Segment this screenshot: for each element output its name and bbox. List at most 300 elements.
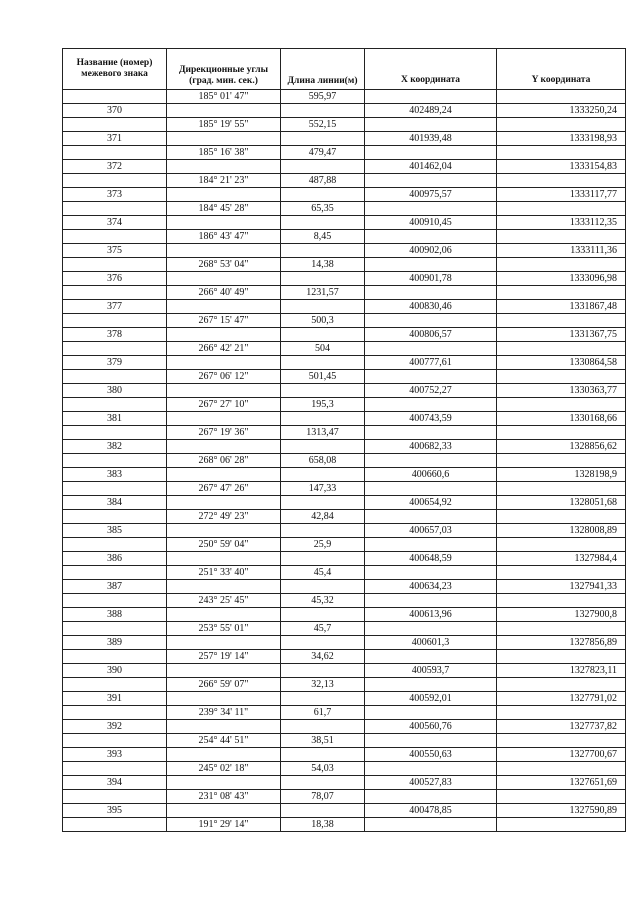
cell-y-coordinate — [497, 426, 626, 440]
cell-line-length — [281, 748, 365, 762]
cell-y-coordinate: 1333117,77 — [497, 188, 626, 202]
cell-line-length — [281, 356, 365, 370]
cell-x-coordinate — [365, 118, 497, 132]
cell-x-coordinate — [365, 314, 497, 328]
table-row — [63, 496, 626, 510]
cell-direction-angle — [167, 748, 281, 762]
cell-x-coordinate — [365, 146, 497, 160]
cell-marker-name — [63, 426, 167, 440]
cell-y-coordinate: 1327590,89 — [497, 804, 626, 818]
cell-direction-angle: 266° 59' 07" — [167, 678, 281, 692]
cell-marker-name: 378 — [63, 328, 167, 342]
cell-y-coordinate — [497, 342, 626, 356]
table-row — [63, 706, 626, 720]
cell-marker-name: 370 — [63, 104, 167, 118]
cell-x-coordinate: 400613,96 — [365, 608, 497, 622]
cell-line-length — [281, 664, 365, 678]
cell-y-coordinate: 1327984,4 — [497, 552, 626, 566]
cell-x-coordinate: 401462,04 — [365, 160, 497, 174]
table-row — [63, 286, 626, 300]
cell-x-coordinate: 400901,78 — [365, 272, 497, 286]
cell-x-coordinate: 400527,83 — [365, 776, 497, 790]
cell-y-coordinate: 1328008,89 — [497, 524, 626, 538]
cell-line-length: 658,08 — [281, 454, 365, 468]
cell-marker-name: 392 — [63, 720, 167, 734]
cell-y-coordinate: 1327856,89 — [497, 636, 626, 650]
cell-x-coordinate: 400752,27 — [365, 384, 497, 398]
cell-direction-angle: 267° 27' 10" — [167, 398, 281, 412]
cell-y-coordinate: 1327791,02 — [497, 692, 626, 706]
cell-line-length: 147,33 — [281, 482, 365, 496]
cell-line-length: 504 — [281, 342, 365, 356]
cell-line-length — [281, 608, 365, 622]
cell-marker-name — [63, 566, 167, 580]
table-row — [63, 776, 626, 790]
table-row — [63, 482, 626, 496]
cell-y-coordinate: 1333111,36 — [497, 244, 626, 258]
cell-direction-angle: 245° 02' 18" — [167, 762, 281, 776]
cell-y-coordinate — [497, 706, 626, 720]
cell-y-coordinate — [497, 622, 626, 636]
cell-x-coordinate — [365, 202, 497, 216]
cell-line-length — [281, 244, 365, 258]
cell-x-coordinate: 400902,06 — [365, 244, 497, 258]
cell-y-coordinate: 1327737,82 — [497, 720, 626, 734]
cell-marker-name — [63, 790, 167, 804]
cell-x-coordinate: 400806,57 — [365, 328, 497, 342]
cell-y-coordinate: 1327823,11 — [497, 664, 626, 678]
cell-y-coordinate — [497, 146, 626, 160]
table-row — [63, 748, 626, 762]
table-row — [63, 118, 626, 132]
cell-y-coordinate — [497, 174, 626, 188]
cell-marker-name: 388 — [63, 608, 167, 622]
cell-marker-name — [63, 482, 167, 496]
cell-x-coordinate: 400910,45 — [365, 216, 497, 230]
cell-x-coordinate — [365, 706, 497, 720]
table-row — [63, 594, 626, 608]
cell-line-length — [281, 104, 365, 118]
cell-x-coordinate — [365, 398, 497, 412]
cell-direction-angle: 231° 08' 43" — [167, 790, 281, 804]
cell-direction-angle: 268° 53' 04" — [167, 258, 281, 272]
cell-y-coordinate — [497, 818, 626, 832]
cell-y-coordinate — [497, 510, 626, 524]
cell-x-coordinate — [365, 510, 497, 524]
table-row — [63, 552, 626, 566]
cell-direction-angle — [167, 300, 281, 314]
table-row — [63, 90, 626, 104]
cell-line-length: 8,45 — [281, 230, 365, 244]
cell-x-coordinate: 400654,92 — [365, 496, 497, 510]
cell-line-length — [281, 552, 365, 566]
cell-line-length: 552,15 — [281, 118, 365, 132]
cell-x-coordinate — [365, 566, 497, 580]
table-row — [63, 720, 626, 734]
cell-line-length: 501,45 — [281, 370, 365, 384]
cell-direction-angle — [167, 244, 281, 258]
cell-x-coordinate: 400478,85 — [365, 804, 497, 818]
cell-line-length: 487,88 — [281, 174, 365, 188]
cell-x-coordinate: 400682,33 — [365, 440, 497, 454]
cell-direction-angle — [167, 468, 281, 482]
cell-direction-angle — [167, 692, 281, 706]
cell-x-coordinate — [365, 734, 497, 748]
cell-y-coordinate: 1330864,58 — [497, 356, 626, 370]
cell-y-coordinate: 1327651,69 — [497, 776, 626, 790]
cell-marker-name: 372 — [63, 160, 167, 174]
cell-y-coordinate — [497, 454, 626, 468]
cell-line-length — [281, 636, 365, 650]
table-row — [63, 146, 626, 160]
cell-marker-name — [63, 314, 167, 328]
cell-marker-name: 393 — [63, 748, 167, 762]
table-row — [63, 622, 626, 636]
cell-direction-angle: 184° 45' 28" — [167, 202, 281, 216]
cell-x-coordinate — [365, 370, 497, 384]
cell-direction-angle: 266° 42' 21" — [167, 342, 281, 356]
cell-marker-name — [63, 706, 167, 720]
cell-marker-name: 384 — [63, 496, 167, 510]
cell-x-coordinate: 400592,01 — [365, 692, 497, 706]
cell-direction-angle: 185° 01' 47" — [167, 90, 281, 104]
cell-direction-angle — [167, 664, 281, 678]
table-row — [63, 398, 626, 412]
cell-y-coordinate — [497, 314, 626, 328]
cell-marker-name: 389 — [63, 636, 167, 650]
cell-marker-name — [63, 454, 167, 468]
cell-x-coordinate — [365, 258, 497, 272]
cell-marker-name — [63, 818, 167, 832]
cell-direction-angle: 184° 21' 23" — [167, 174, 281, 188]
cell-direction-angle — [167, 524, 281, 538]
table-row — [63, 202, 626, 216]
table-row — [63, 384, 626, 398]
cell-y-coordinate — [497, 734, 626, 748]
cell-direction-angle: 243° 25' 45" — [167, 594, 281, 608]
cell-y-coordinate: 1331367,75 — [497, 328, 626, 342]
cell-direction-angle: 251° 33' 40" — [167, 566, 281, 580]
cell-marker-name: 386 — [63, 552, 167, 566]
table-row — [63, 510, 626, 524]
cell-direction-angle: 257° 19' 14" — [167, 650, 281, 664]
cell-line-length — [281, 328, 365, 342]
cell-marker-name: 385 — [63, 524, 167, 538]
cell-y-coordinate: 1327700,67 — [497, 748, 626, 762]
cell-marker-name: 395 — [63, 804, 167, 818]
cell-x-coordinate — [365, 678, 497, 692]
cell-y-coordinate: 1333112,35 — [497, 216, 626, 230]
table-row — [63, 314, 626, 328]
cell-line-length: 54,03 — [281, 762, 365, 776]
table-row — [63, 104, 626, 118]
cell-y-coordinate — [497, 286, 626, 300]
table-row — [63, 636, 626, 650]
cell-x-coordinate: 400550,63 — [365, 748, 497, 762]
cell-marker-name: 377 — [63, 300, 167, 314]
cell-marker-name: 371 — [63, 132, 167, 146]
cell-x-coordinate — [365, 622, 497, 636]
cell-line-length — [281, 188, 365, 202]
cell-marker-name: 376 — [63, 272, 167, 286]
cell-marker-name — [63, 202, 167, 216]
table-row — [63, 272, 626, 286]
cell-line-length: 14,38 — [281, 258, 365, 272]
cell-line-length — [281, 132, 365, 146]
cell-direction-angle: 191° 29' 14" — [167, 818, 281, 832]
table-row — [63, 454, 626, 468]
cell-marker-name — [63, 762, 167, 776]
cell-marker-name: 394 — [63, 776, 167, 790]
cell-y-coordinate: 1331867,48 — [497, 300, 626, 314]
cell-line-length — [281, 216, 365, 230]
cell-x-coordinate: 400777,61 — [365, 356, 497, 370]
cell-marker-name — [63, 230, 167, 244]
table-row — [63, 174, 626, 188]
cell-x-coordinate — [365, 90, 497, 104]
cell-y-coordinate: 1327900,8 — [497, 608, 626, 622]
cell-line-length: 45,32 — [281, 594, 365, 608]
cell-x-coordinate: 400975,57 — [365, 188, 497, 202]
cell-y-coordinate: 1330363,77 — [497, 384, 626, 398]
cell-x-coordinate: 400830,46 — [365, 300, 497, 314]
cell-line-length — [281, 160, 365, 174]
cell-line-length: 1313,47 — [281, 426, 365, 440]
cell-line-length — [281, 580, 365, 594]
header-line-length: Длина линии(м) — [281, 49, 365, 90]
cell-y-coordinate — [497, 650, 626, 664]
cell-direction-angle — [167, 608, 281, 622]
table-row — [63, 342, 626, 356]
cell-direction-angle: 272° 49' 23" — [167, 510, 281, 524]
cell-line-length — [281, 720, 365, 734]
cell-marker-name — [63, 510, 167, 524]
cell-direction-angle — [167, 132, 281, 146]
cell-x-coordinate — [365, 790, 497, 804]
cell-line-length: 500,3 — [281, 314, 365, 328]
cell-marker-name: 387 — [63, 580, 167, 594]
cell-line-length: 61,7 — [281, 706, 365, 720]
cell-direction-angle — [167, 580, 281, 594]
table-row — [63, 804, 626, 818]
cell-marker-name: 383 — [63, 468, 167, 482]
header-x-coordinate: X координата — [365, 49, 497, 90]
cell-line-length — [281, 524, 365, 538]
table-row — [63, 468, 626, 482]
cell-line-length — [281, 804, 365, 818]
cell-y-coordinate — [497, 398, 626, 412]
header-y-coordinate: Y координата — [497, 49, 626, 90]
cell-marker-name — [63, 594, 167, 608]
cell-x-coordinate: 400634,23 — [365, 580, 497, 594]
cell-y-coordinate: 1328198,9 — [497, 468, 626, 482]
cell-direction-angle — [167, 552, 281, 566]
cell-marker-name: 374 — [63, 216, 167, 230]
cell-direction-angle: 268° 06' 28" — [167, 454, 281, 468]
cell-direction-angle: 186° 43' 47" — [167, 230, 281, 244]
cell-direction-angle: 267° 15' 47" — [167, 314, 281, 328]
table-row — [63, 608, 626, 622]
cell-x-coordinate — [365, 454, 497, 468]
table-header-row — [63, 49, 626, 90]
boundary-coordinates-table — [62, 48, 626, 832]
cell-marker-name: 373 — [63, 188, 167, 202]
cell-marker-name — [63, 286, 167, 300]
cell-x-coordinate: 400601,3 — [365, 636, 497, 650]
cell-direction-angle: 253° 55' 01" — [167, 622, 281, 636]
cell-x-coordinate: 400743,59 — [365, 412, 497, 426]
cell-direction-angle — [167, 776, 281, 790]
cell-y-coordinate — [497, 594, 626, 608]
cell-line-length: 45,4 — [281, 566, 365, 580]
header-direction-angle: Дирекционные углы (град. мин. сек.) — [167, 49, 281, 90]
table-row — [63, 650, 626, 664]
cell-direction-angle — [167, 104, 281, 118]
table-row — [63, 328, 626, 342]
cell-direction-angle — [167, 328, 281, 342]
cell-line-length — [281, 468, 365, 482]
cell-y-coordinate — [497, 762, 626, 776]
table-row — [63, 790, 626, 804]
cell-line-length — [281, 496, 365, 510]
cell-x-coordinate: 400560,76 — [365, 720, 497, 734]
cell-x-coordinate: 400660,6 — [365, 468, 497, 482]
cell-direction-angle: 254° 44' 51" — [167, 734, 281, 748]
cell-marker-name: 381 — [63, 412, 167, 426]
cell-line-length — [281, 412, 365, 426]
table-row — [63, 356, 626, 370]
table-row — [63, 762, 626, 776]
cell-x-coordinate — [365, 342, 497, 356]
cell-marker-name — [63, 370, 167, 384]
cell-direction-angle — [167, 384, 281, 398]
table-row — [63, 734, 626, 748]
cell-direction-angle: 250° 59' 04" — [167, 538, 281, 552]
table-row — [63, 818, 626, 832]
cell-y-coordinate — [497, 538, 626, 552]
cell-marker-name: 382 — [63, 440, 167, 454]
cell-y-coordinate: 1327941,33 — [497, 580, 626, 594]
cell-direction-angle — [167, 804, 281, 818]
cell-y-coordinate — [497, 202, 626, 216]
cell-y-coordinate — [497, 90, 626, 104]
cell-line-length — [281, 440, 365, 454]
cell-direction-angle: 266° 40' 49" — [167, 286, 281, 300]
cell-line-length: 78,07 — [281, 790, 365, 804]
cell-line-length — [281, 300, 365, 314]
cell-marker-name — [63, 734, 167, 748]
cell-line-length — [281, 692, 365, 706]
cell-y-coordinate — [497, 230, 626, 244]
cell-y-coordinate: 1330168,66 — [497, 412, 626, 426]
cell-y-coordinate: 1333198,93 — [497, 132, 626, 146]
cell-x-coordinate — [365, 482, 497, 496]
cell-y-coordinate — [497, 258, 626, 272]
cell-x-coordinate: 402489,24 — [365, 104, 497, 118]
cell-x-coordinate — [365, 230, 497, 244]
cell-line-length: 18,38 — [281, 818, 365, 832]
cell-line-length: 195,3 — [281, 398, 365, 412]
cell-direction-angle: 185° 19' 55" — [167, 118, 281, 132]
cell-marker-name — [63, 622, 167, 636]
cell-line-length: 32,13 — [281, 678, 365, 692]
table-row — [63, 370, 626, 384]
cell-direction-angle: 267° 47' 26" — [167, 482, 281, 496]
table-body — [63, 90, 626, 832]
table-row — [63, 524, 626, 538]
cell-direction-angle: 185° 16' 38" — [167, 146, 281, 160]
cell-x-coordinate — [365, 174, 497, 188]
table-row — [63, 258, 626, 272]
cell-line-length — [281, 272, 365, 286]
cell-y-coordinate — [497, 370, 626, 384]
cell-y-coordinate — [497, 118, 626, 132]
cell-line-length: 25,9 — [281, 538, 365, 552]
cell-y-coordinate: 1328856,62 — [497, 440, 626, 454]
cell-line-length: 42,84 — [281, 510, 365, 524]
cell-direction-angle — [167, 440, 281, 454]
table-row — [63, 412, 626, 426]
cell-x-coordinate — [365, 538, 497, 552]
cell-marker-name: 380 — [63, 384, 167, 398]
table-row — [63, 580, 626, 594]
cell-y-coordinate — [497, 566, 626, 580]
cell-line-length: 38,51 — [281, 734, 365, 748]
cell-marker-name — [63, 146, 167, 160]
cell-marker-name: 390 — [63, 664, 167, 678]
cell-x-coordinate — [365, 818, 497, 832]
table-row — [63, 426, 626, 440]
table-row — [63, 538, 626, 552]
table-row — [63, 692, 626, 706]
cell-marker-name — [63, 258, 167, 272]
table-row — [63, 230, 626, 244]
cell-x-coordinate — [365, 426, 497, 440]
cell-marker-name — [63, 650, 167, 664]
cell-y-coordinate: 1328051,68 — [497, 496, 626, 510]
table-row — [63, 566, 626, 580]
header-marker-name: Название (номер) межевого знака — [63, 49, 167, 90]
cell-x-coordinate: 401939,48 — [365, 132, 497, 146]
table-row — [63, 440, 626, 454]
cell-line-length: 45,7 — [281, 622, 365, 636]
cell-line-length: 34,62 — [281, 650, 365, 664]
cell-line-length — [281, 384, 365, 398]
cell-direction-angle: 267° 19' 36" — [167, 426, 281, 440]
cell-direction-angle — [167, 356, 281, 370]
cell-y-coordinate — [497, 482, 626, 496]
cell-marker-name — [63, 174, 167, 188]
cell-y-coordinate: 1333154,83 — [497, 160, 626, 174]
table-row — [63, 244, 626, 258]
cell-x-coordinate: 400657,03 — [365, 524, 497, 538]
cell-marker-name — [63, 398, 167, 412]
cell-direction-angle — [167, 636, 281, 650]
cell-marker-name: 375 — [63, 244, 167, 258]
cell-y-coordinate — [497, 678, 626, 692]
cell-x-coordinate — [365, 762, 497, 776]
cell-x-coordinate — [365, 594, 497, 608]
cell-direction-angle — [167, 188, 281, 202]
table-row — [63, 664, 626, 678]
cell-line-length: 595,97 — [281, 90, 365, 104]
cell-x-coordinate: 400648,59 — [365, 552, 497, 566]
cell-y-coordinate: 1333250,24 — [497, 104, 626, 118]
cell-marker-name: 391 — [63, 692, 167, 706]
cell-direction-angle — [167, 216, 281, 230]
cell-marker-name — [63, 538, 167, 552]
cell-y-coordinate: 1333096,98 — [497, 272, 626, 286]
